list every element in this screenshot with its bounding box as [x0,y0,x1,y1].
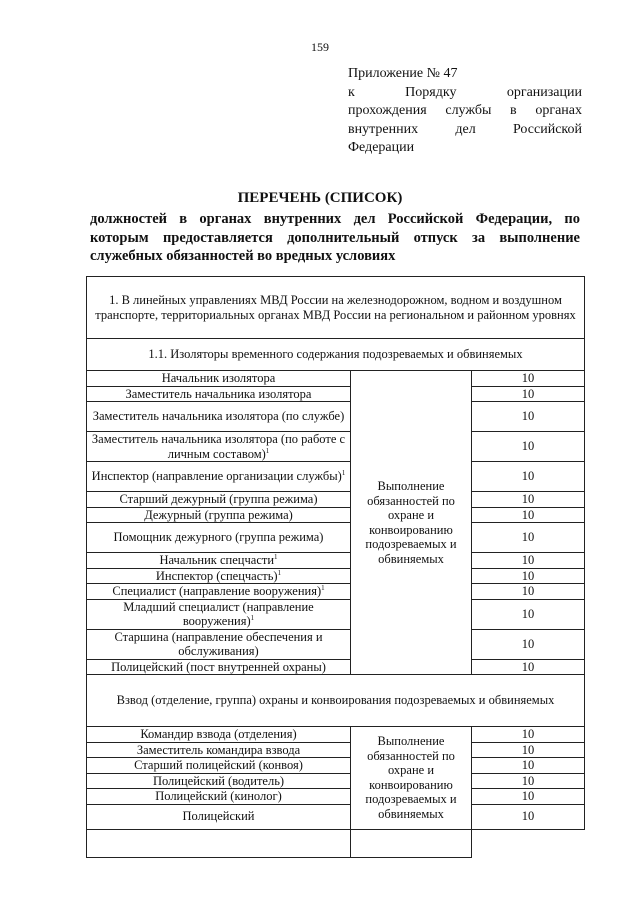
subsection-header: 1.1. Изоляторы временного содержания подозреваемых и обвиняемых [87,339,585,371]
footnote-mark: 1 [277,568,282,577]
table-row [87,432,585,462]
subtitle-line: должностей в органах внутренних дел Российской Федерации, по [90,211,580,227]
leave-days-cell: 10 [472,804,585,829]
table-row [87,402,585,432]
leave-days-cell: 10 [472,727,585,743]
position-name: Командир взвода (отделения) [140,727,297,741]
empty-cell [351,829,472,857]
footnote-mark: 1 [274,552,278,561]
position-name: Заместитель командира взвода [136,742,301,757]
table-row [87,804,585,829]
leave-days-cell: 10 [472,462,585,492]
position-name: Младший специалист (направление вооружения) [123,599,314,628]
document-subtitle [90,210,580,266]
position-cell [87,568,351,584]
table-row [87,727,585,743]
leave-days-cell: 10 [472,402,585,432]
position-cell [87,804,351,829]
position-name: Старший дежурный (группа режима) [119,492,318,506]
position-name: Старшина (направление обеспечения и обслуживания) [114,629,323,658]
position-name: Дежурный (группа режима) [144,507,293,522]
position-cell [87,432,351,462]
table-row [87,789,585,805]
leave-days-cell: 10 [472,507,585,523]
table-row [87,371,585,387]
appendix-header [348,65,582,158]
table-row [87,659,585,675]
position-name: Начальник изолятора [161,371,276,385]
leave-days-cell: 10 [472,773,585,789]
appendix-line: прохождения службы в органах [348,103,582,118]
position-cell [87,742,351,758]
position-cell [87,789,351,805]
leave-days-cell: 10 [472,659,585,675]
table-row [87,386,585,402]
appendix-line: к Порядку организации [348,84,582,100]
leave-days-cell: 10 [472,432,585,462]
position-cell [87,727,351,743]
position-name: Полицейский (кинолог) [155,789,282,803]
position-name: Помощник дежурного (группа режима) [113,530,324,545]
footnote-mark: 1 [250,613,255,622]
position-cell [87,599,351,629]
table-row [87,553,585,569]
position-cell [87,584,351,600]
appendix-line: внутренних дел Российской [348,121,582,137]
leave-days-cell: 10 [472,492,585,508]
position-name: Заместитель начальника изолятора (по работе с личным составом) [91,432,346,461]
position-cell [87,629,351,659]
position-cell [87,553,351,569]
page-number: 159 [311,40,329,54]
position-name: Начальник спецчасти [159,553,275,567]
subtitle-line: которым предоставляется дополнительный отпуск за выполнение [90,229,580,246]
leave-days-cell: 10 [472,584,585,600]
table-row [87,629,585,659]
leave-days-cell: 10 [472,386,585,402]
subtitle-line: служебных обязанностей во вредных условиях [90,248,396,264]
table-row [87,507,585,523]
position-name: Полицейский (водитель) [152,773,285,788]
position-cell [87,462,351,492]
position-name: Полицейский [182,809,255,824]
position-cell [87,386,351,402]
table-row [87,584,585,600]
leave-days-cell: 10 [472,789,585,805]
duty-cell: Выполнение обязанностей по охране и конвоированию подозреваемых и обвиняемых [351,727,472,830]
footnote-mark: 1 [265,446,270,455]
table-row [87,773,585,789]
appendix-line: Федерации [348,140,415,155]
position-cell [87,758,351,774]
appendix-line: Приложение № 47 [348,66,458,81]
position-name: Специалист (направление вооружения) [112,584,322,598]
footnote-mark: 1 [341,469,346,478]
table-row [87,462,585,492]
position-cell [87,492,351,508]
position-name: Инспектор (направление организации службы) [91,469,342,484]
table-row [87,523,585,553]
table-row [87,742,585,758]
position-cell [87,507,351,523]
position-name: Заместитель начальника изолятора (по службе) [92,409,345,424]
document-title: ПЕРЕЧЕНЬ (СПИСОК) [237,190,403,206]
table-row [87,599,585,629]
duty-cell: Выполнение обязанностей по охране и конвоированию подозреваемых и обвиняемых [351,371,472,675]
section-header: 1. В линейных управлениях МВД России на железнодорожном, водном и воздушном транспорте, территориальных органах МВД России на региональном и районном уровнях [87,277,585,339]
leave-days-cell: 10 [472,553,585,569]
position-cell [87,773,351,789]
position-name: Старший полицейский (конвоя) [134,758,303,772]
section-header: Взвод (отделение, группа) охраны и конвоирования подозреваемых и обвиняемых [87,675,585,727]
empty-cell [87,829,351,857]
leave-days-cell: 10 [472,568,585,584]
leave-days-cell: 10 [472,742,585,758]
leave-days-cell: 10 [472,758,585,774]
position-name: Инспектор (спецчасть) [155,568,278,583]
position-name: Полицейский (пост внутренней охраны) [111,659,326,674]
table-row [87,568,585,584]
position-cell [87,371,351,387]
table-row [87,492,585,508]
positions-table [86,276,585,858]
position-cell [87,523,351,553]
leave-days-cell: 10 [472,371,585,387]
leave-days-cell: 10 [472,599,585,629]
position-cell [87,659,351,675]
footnote-mark: 1 [321,583,325,592]
leave-days-cell: 10 [472,629,585,659]
table-row [87,758,585,774]
leave-days-cell: 10 [472,523,585,553]
position-cell [87,402,351,432]
table-row [87,829,585,857]
position-name: Заместитель начальника изолятора [125,386,312,401]
